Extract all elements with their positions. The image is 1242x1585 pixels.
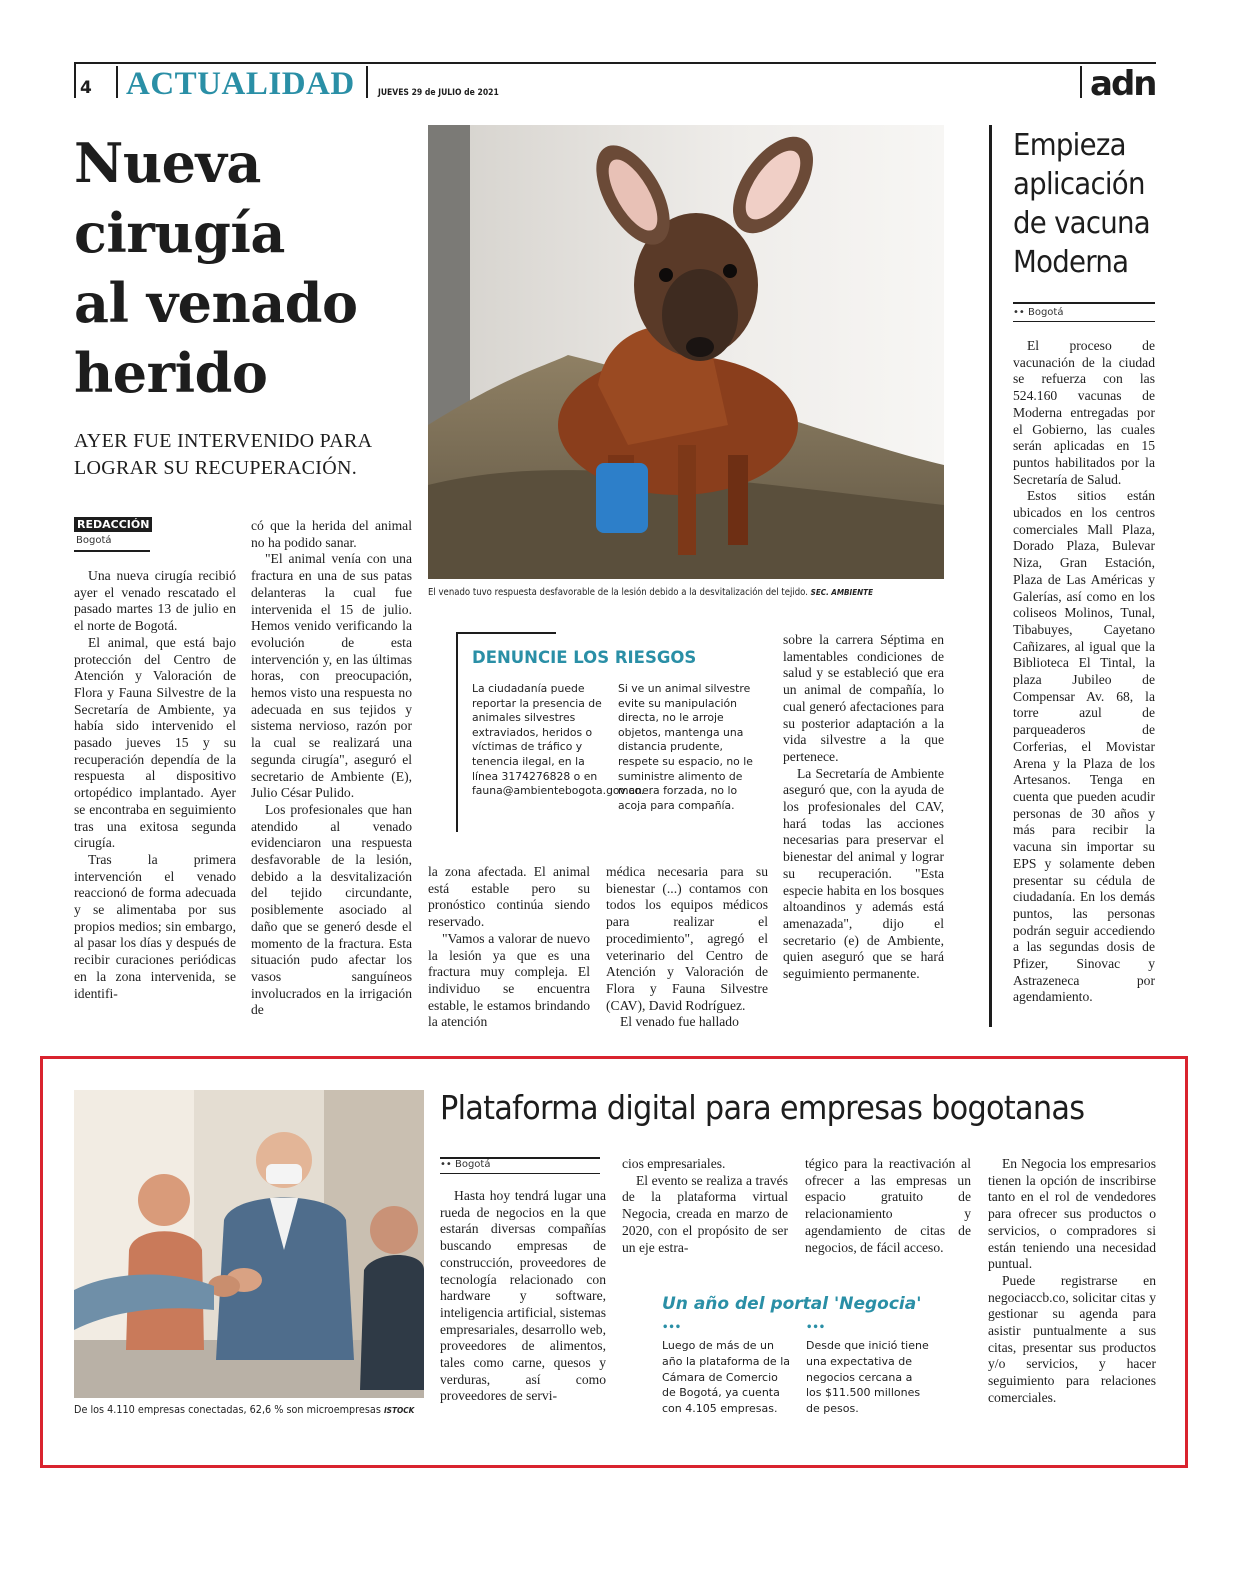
- business-photo: [74, 1090, 424, 1398]
- header-divider-2: [366, 66, 368, 98]
- side-headline: [1013, 126, 1150, 282]
- paragraph: la zona afectada. El animal está estable pero su pronóstico continúa siendo reservado.: [428, 864, 590, 930]
- deer-illustration: [428, 125, 944, 579]
- side-top-rule: [1013, 302, 1155, 304]
- paragraph: "Vamos a valorar de nuevo la lesión ya que es una fractura muy compleja. El individuo se encuentra estable, le estamos brindando la atención: [428, 930, 590, 1030]
- bottom-col-4: [988, 1156, 1156, 1407]
- main-col-5: [783, 632, 944, 983]
- main-headline: [74, 128, 358, 408]
- deer-photo: [428, 125, 944, 579]
- paragraph: Una nueva cirugía recibió ayer el venado rescatado el pasado martes 13 de julio en el norte de Bogotá.: [74, 568, 236, 634]
- paragraph: En Negocia los empresarios tienen la opción de inscribirse tanto en el rol de vendedores para ofrecer sus productos o servicios, o compradores si están teniendo una necesidad puntual.: [988, 1156, 1156, 1272]
- bottom-col-3: [805, 1156, 971, 1256]
- byline-badge: REDACCIÓN: [74, 517, 152, 532]
- paragraph: La Secretaría de Ambiente aseguró que, con la ayuda de los profesionales del CAV, hará todas las acciones necesarias para preservar el bienestar del animal y lograr su recuperación. "Esta especie habita en los bosques altoandinos y además está amenazada", dijo el secretario (e) de Ambiente, quien aseguró que se hará seguimiento permanente.: [783, 765, 944, 982]
- negocia-box-title: Un año del portal 'Negocia': [662, 1294, 922, 1314]
- header-left-tick: [74, 62, 76, 98]
- paragraph: sobre la carrera Séptima en lamentables condiciones de salud y se estableció que era un animal de compañía, lo cual generó afectaciones para su posterior adaptación a la vida silvestre a la que pertenece.: [783, 632, 944, 764]
- side-body: [1013, 338, 1155, 1006]
- adn-logo: adn: [1090, 64, 1156, 104]
- page-number: 4: [80, 78, 92, 98]
- paragraph: Estos sitios están ubicados en los centros comerciales Mall Plaza, Dorado Plaza, Bulevar Niza, Gran Estación, Plaza de Las Américas y Galerías, así como en los coliseos Molinos, Tunal, Tibabuyes, Cayetano Cañizares, al igual que la Biblioteca El Tintal, la plaza Jubileo de Compensar Av. 68, la torre azul de parqueaderos de Corferias, el Movistar Arena y la Plaza de los Artesanos. Tenga en cuenta que pueden acudir personas de 30 años y más para recibir la vacuna sin importar su EPS y solamente deben presentar su cédula de ciudadanía. En los demás puntos, las personas podrán seguir accediendo a las segundas dosis de Pfizer, Sinovac y Astrazeneca por agendamiento.: [1013, 488, 1155, 1005]
- bottom-caption-text: De los 4.110 empresas conectadas, 62,6 % son microempresas: [74, 1404, 381, 1416]
- bottom-col-1: [440, 1188, 606, 1405]
- side-vertical-rule: [989, 125, 992, 1027]
- side-headline-line: Moderna: [1013, 245, 1129, 280]
- paragraph: Los profesionales que han atendido al venado evidenciaron una respuesta desfavorable de la lesión, debido a la desvitalización del tejido circundante, posiblemente asociado al daño que se generó desde el momento de la fractura. Esta situación pudo afectar los vasos sanguíneos involucrados en la irrigación de: [251, 801, 412, 1018]
- subhead-line: AYER FUE INTERVENIDO PARA: [74, 430, 373, 452]
- subhead-line: LOGRAR SU RECUPERACIÓN.: [74, 457, 358, 479]
- box-rule-top: [456, 632, 556, 634]
- issue-date: JUEVES 29 de JULIO de 2021: [378, 88, 499, 98]
- paragraph: Puede registrarse en negociaccb.co, solicitar citas y gestionar su agenda para asistir puntualmente a sus citas, presentar sus productos y/o servicios, y hacer seguimiento para relaciones comerciales.: [988, 1272, 1156, 1405]
- paragraph: Tras la primera intervención el venado reaccionó de forma adecuada y se alimentaba por sus propios medios; sin embargo, al pasar los días y después de recibir curaciones periódicas en la zona intervenida, se identifi-: [74, 851, 236, 1001]
- paragraph: El animal, que está bajo protección del Centro de Atención y Valoración de Flora y Fauna Silvestre de la Secretaría de Ambiente, ya había sido intervenido el pasado jueves 15 y su recuperación dependía de la respuesta al dispositivo ortopédico implantado. Ayer se encontraba en seguimiento tras una exitosa segunda cirugía.: [74, 634, 236, 851]
- paragraph: El evento se realiza a través de la plataforma virtual Negocia, creada en marzo de 2020, con el propósito de ser un eje estra-: [622, 1172, 788, 1255]
- header-top-rule: [74, 62, 1156, 64]
- main-col-1: [74, 568, 236, 1002]
- risk-box-left: La ciudadanía puede reportar la presencia de animales silvestres extraviados, heridos o víctimas de tráfico y tenencia ilegal, en la línea 3174276828 o en fauna@ambientebogota.gov.co.: [472, 682, 645, 798]
- paragraph: cios empresariales.: [622, 1156, 726, 1171]
- paragraph: có que la herida del animal no ha podido sanar.: [251, 518, 412, 550]
- section-title: ACTUALIDAD: [126, 66, 355, 102]
- main-col-3: [428, 864, 590, 1031]
- side-bottom-rule: [1013, 321, 1155, 322]
- side-location: •• Bogotá: [1013, 307, 1064, 318]
- bottom-col-2: [622, 1156, 788, 1256]
- side-location-text: Bogotá: [1027, 307, 1064, 318]
- header-divider-1: [116, 66, 118, 98]
- negocia-dots-right: •••: [806, 1322, 826, 1333]
- risk-box-title: DENUNCIE LOS RIESGOS: [472, 648, 697, 667]
- negocia-box-right: Desde que inició tiene una expectativa de negocios cercana a los $11.500 millones de pesos.: [806, 1339, 929, 1416]
- paragraph: El proceso de vacunación de la ciudad se refuerza con las 524.160 vacunas de Moderna entregadas por el Gobierno, las cuales serán aplicadas en 15 puntos habilitados por la Secretaría de Salud.: [1013, 338, 1155, 487]
- paragraph: El venado fue hallado: [620, 1014, 739, 1030]
- negocia-box-left: Luego de más de un año la plataforma de la Cámara de Comercio de Bogotá, ya cuenta con 4.105 empresas.: [662, 1339, 790, 1416]
- logo-divider: [1080, 66, 1082, 98]
- main-col-2: [251, 518, 412, 1019]
- bottom-location: •• Bogotá: [440, 1159, 491, 1170]
- risk-box: [456, 632, 766, 832]
- headline-line: cirugía: [74, 201, 285, 265]
- headline-line: Nueva: [74, 131, 261, 195]
- side-headline-line: Empieza: [1013, 128, 1126, 163]
- byline-rule: [74, 550, 150, 552]
- bottom-photo-caption: [74, 1404, 414, 1416]
- headline-line: herido: [74, 341, 268, 405]
- paragraph: "El animal venía con una fractura en una de sus patas delanteras la cual fue intervenida el 15 de julio. Hemos venido verificando la evolución de esta intervención y, en las últimas horas, con preocupación, hemos visto una respuesta no adecuada en sus tejidos y sistema nervioso, razón por la cual se realizará una segunda cirugía", aseguró el secretario de Ambiente (E), Julio César Pulido.: [251, 551, 412, 801]
- main-subhead: [74, 428, 372, 482]
- headline-line: al venado: [74, 271, 358, 335]
- photo-caption: [428, 587, 892, 598]
- risk-box-right: Si ve un animal silvestre evite su manipulación directa, no le arroje objetos, mantenga una distancia prudente, respete su espacio, no le suministre alimento de manera forzada, no lo acoja para compañía.: [618, 682, 753, 812]
- bottom-headline: Plataforma digital para empresas bogotanas: [440, 1088, 1085, 1127]
- paragraph: médica necesaria para su bienestar (...) contamos con todos los equipos médicos para realizar el procedimiento", agregó el veterinario del Centro de Atención y Valoración de Flora y Fauna Silvestre (CAV), David Rodríguez.: [606, 864, 768, 1013]
- paragraph: tégico para la reactivación al ofrecer a las empresas un espacio gratuito de relacionamiento y agendamiento de citas de negocios, de fácil acceso.: [805, 1156, 971, 1255]
- negocia-dots-left: •••: [662, 1322, 682, 1333]
- bottom-photo-credit: ISTOCK: [383, 1406, 415, 1415]
- paragraph: Hasta hoy tendrá lugar una rueda de negocios en la que estarán diversas compañías buscando empresas de construcción, proveedores de tecnología relacionado con hardware y software, inteligencia artificial, sistemas empresariales, desarrollo web, proveedores de alimentos, tales como carne, quesos y verduras, así como proveedores de servi-: [440, 1188, 606, 1404]
- box-rule-left: [456, 632, 458, 832]
- side-headline-line: aplicación: [1013, 167, 1145, 202]
- bottom-location-text: Bogotá: [454, 1159, 491, 1170]
- business-illustration: [74, 1090, 424, 1398]
- caption-text: El venado tuvo respuesta desfavorable de la lesión debido a la desvitalización del tejido.: [428, 587, 808, 598]
- photo-credit: SEC. AMBIENTE: [810, 588, 873, 597]
- main-col-4: [606, 864, 768, 1031]
- byline-location: Bogotá: [76, 535, 112, 546]
- side-headline-line: de vacuna: [1013, 206, 1150, 241]
- bottom-loc-bottom-rule: [440, 1173, 600, 1174]
